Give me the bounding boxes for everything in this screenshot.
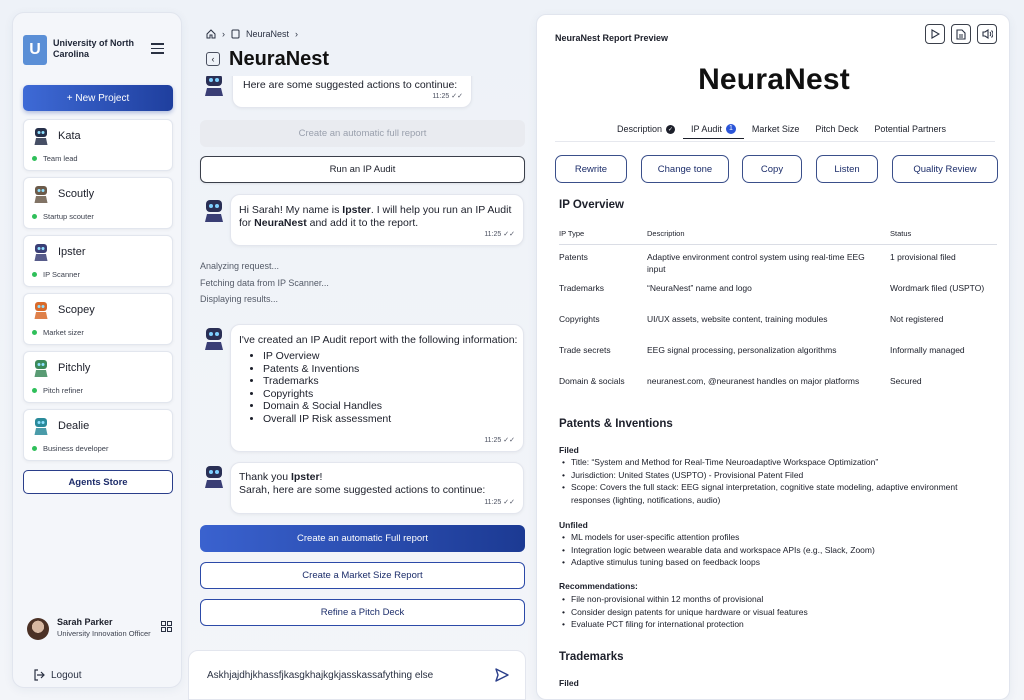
home-icon[interactable] — [206, 29, 216, 39]
message-time: 11:25 ✓✓ — [484, 437, 515, 444]
tab-label: Description — [617, 124, 663, 134]
new-project-button[interactable]: + New Project — [23, 85, 173, 111]
filed-list — [559, 456, 999, 506]
status-cell: Wordmark filed (USPTO) — [890, 283, 985, 293]
agent-role-label: Pitch refiner — [43, 386, 84, 395]
table-row — [559, 369, 997, 400]
status-log — [200, 258, 329, 308]
report-panel-title: NeuraNest Report Preview — [555, 33, 669, 43]
folder-icon — [231, 29, 240, 39]
robot-icon — [30, 299, 52, 321]
agent-role-label: Market sizer — [43, 328, 84, 337]
agent-name: Scoutly — [58, 188, 95, 200]
recommendations-label: Recommendations: — [559, 581, 638, 591]
list-item: • File non-provisional within 12 months of provisional — [559, 593, 999, 606]
list-item: • Scope: Covers the full stack: EEG signal interpretation, cognitive state modeling, adaptive environment responses (lighting, notifications, audio) — [559, 481, 999, 506]
message-text: Sarah, here are some suggested actions to continue: — [239, 484, 486, 496]
speaker-icon — [982, 29, 993, 39]
agent-name: Scopey — [58, 304, 95, 316]
agents-store-button[interactable]: Agents Store — [23, 470, 173, 494]
status-line: Analyzing request... — [200, 261, 280, 271]
user-title: University Innovation Officer — [57, 629, 151, 638]
list-item: • Copyrights — [263, 388, 391, 401]
menu-icon[interactable] — [151, 43, 164, 54]
create-full-report-button[interactable]: Create an automatic Full report — [200, 525, 525, 552]
logout-icon — [33, 669, 45, 681]
chat-message — [230, 462, 524, 514]
chat-message — [230, 194, 524, 246]
list-item: • Trademarks — [263, 375, 391, 388]
status-cell: Secured — [890, 376, 922, 386]
university-name: University of North Carolina — [53, 38, 135, 59]
tab-description[interactable] — [609, 119, 683, 139]
section-title: Trademarks — [559, 651, 624, 663]
chat-panel — [188, 0, 532, 700]
list-item: • Patents & Inventions — [263, 363, 391, 376]
list-item: • IP Overview — [263, 350, 391, 363]
message-text: I've created an IP Audit report with the following information: — [239, 334, 518, 346]
list-item: • Title: “System and Method for Real-Time Neuroadaptive Workspace Optimization” — [559, 456, 999, 469]
ip-type-cell: Trademarks — [559, 283, 605, 293]
list-item: • Evaluate PCT filing for international protection — [559, 618, 999, 631]
list-item: • ML models for user-specific attention profiles — [559, 531, 999, 544]
avatar — [27, 618, 49, 640]
online-status-icon — [32, 272, 37, 277]
message-time: 11:25 ✓✓ — [484, 499, 515, 506]
tab-label: Potential Partners — [874, 124, 946, 134]
ipster-avatar-icon — [200, 76, 228, 98]
agent-card-ipster[interactable] — [23, 235, 173, 287]
agent-role — [32, 270, 80, 279]
university-logo: U — [23, 35, 47, 65]
tab-ip-audit[interactable] — [683, 119, 744, 139]
report-tabs — [609, 119, 954, 139]
agent-role-label: Team lead — [43, 154, 78, 163]
agent-card-scopey[interactable] — [23, 293, 173, 345]
agent-role-label: IP Scanner — [43, 270, 80, 279]
agent-role — [32, 212, 94, 221]
tab-pitch-deck[interactable] — [807, 119, 866, 139]
table-header — [559, 227, 997, 245]
list-item: • Adaptive stimulus tuning based on feedback loops — [559, 556, 999, 569]
report-actions — [555, 155, 997, 183]
agent-name: Kata — [58, 130, 81, 142]
agent-role — [32, 328, 84, 337]
tab-potential-partners[interactable] — [866, 119, 954, 139]
listen-button[interactable]: Listen — [816, 155, 878, 183]
table-row — [559, 338, 997, 369]
online-status-icon — [32, 156, 37, 161]
chevron-right-icon: › — [222, 29, 225, 39]
description-cell: “NeuraNest” name and logo — [647, 283, 752, 293]
ipster-avatar-icon — [200, 462, 228, 490]
table-row — [559, 307, 997, 338]
description-cell: EEG signal processing, personalization algorithms — [647, 345, 837, 355]
status-cell: Not registered — [890, 314, 944, 324]
list-item: • Integration logic between wearable data and workspace APIs (e.g., Slack, Zoom) — [559, 544, 999, 557]
agent-card-kata[interactable] — [23, 119, 173, 171]
agent-role — [32, 154, 78, 163]
quality-review-button[interactable]: Quality Review — [892, 155, 998, 183]
logout-label: Logout — [51, 669, 82, 681]
column-header: Status — [890, 229, 912, 238]
section-title: IP Overview — [559, 199, 624, 211]
change-tone-button[interactable]: Change tone — [641, 155, 729, 183]
audio-button[interactable] — [977, 24, 997, 44]
refine-pitch-deck-button[interactable]: Refine a Pitch Deck — [200, 599, 525, 626]
robot-icon — [30, 357, 52, 379]
list-item: • Consider design patents for unique hardware or visual features — [559, 606, 999, 619]
message-input-bar[interactable] — [188, 650, 526, 700]
description-cell: Adaptive environment control system using real-time EEG input — [647, 252, 865, 274]
robot-icon — [30, 183, 52, 205]
description-cell: neuranest.com, @neuranest handles on major platforms — [647, 376, 860, 386]
logout-button[interactable] — [33, 669, 82, 681]
page-title: NeuraNest — [229, 48, 330, 70]
message-text: Hi Sarah! My name is Ipster. I will help you run an IP Audit for NeuraNest and add it to the report. — [239, 204, 512, 229]
online-status-icon — [32, 388, 37, 393]
online-status-icon — [32, 214, 37, 219]
tab-market-size[interactable] — [744, 119, 808, 139]
robot-icon — [30, 241, 52, 263]
online-status-icon — [32, 330, 37, 335]
check-icon: ✓ — [668, 126, 674, 133]
chat-message — [230, 324, 524, 452]
document-button[interactable] — [951, 24, 971, 44]
tab-label: IP Audit — [691, 123, 722, 134]
document-icon — [956, 29, 966, 40]
ip-audit-badge: 1 — [726, 124, 736, 134]
section-title: Patents & Inventions — [559, 418, 673, 430]
send-icon[interactable] — [494, 667, 510, 683]
ipster-avatar-icon — [200, 324, 228, 352]
ip-overview-table — [559, 227, 997, 400]
user-name: Sarah Parker — [57, 617, 113, 627]
rewrite-button[interactable]: Rewrite — [555, 155, 627, 183]
agent-card-scoutly[interactable] — [23, 177, 173, 229]
chat-messages[interactable] — [188, 76, 532, 646]
column-header: Description — [647, 229, 685, 238]
unfiled-list — [559, 531, 999, 569]
report-preview-panel — [536, 14, 1010, 700]
recommendations-list — [559, 593, 999, 631]
table-body — [559, 245, 997, 400]
agent-card-pitchly[interactable] — [23, 351, 173, 403]
ip-type-cell: Patents — [559, 252, 588, 262]
description-cell: UI/UX assets, website content, training modules — [647, 314, 828, 324]
filed-label: Filed — [559, 445, 579, 455]
report-brand-title: NeuraNest — [698, 63, 850, 96]
sidebar — [12, 12, 182, 688]
robot-icon — [30, 125, 52, 147]
ip-type-cell: Copyrights — [559, 314, 600, 324]
online-status-icon — [32, 446, 37, 451]
status-cell: Informally managed — [890, 345, 965, 355]
divider — [555, 141, 995, 142]
message-text: Thank you Ipster! — [239, 471, 323, 483]
message-input[interactable]: Askhjajdhjkhassfjkasgkhajkgkjasskassafything else — [207, 670, 434, 681]
tab-label: Market Size — [751, 124, 800, 134]
play-icon — [930, 29, 940, 39]
agent-card-dealie[interactable] — [23, 409, 173, 461]
unfiled-label: Unfiled — [559, 520, 588, 530]
agent-name: Dealie — [58, 420, 90, 432]
status-line: Displaying results... — [200, 294, 279, 304]
breadcrumb-project[interactable]: NeuraNest — [246, 29, 290, 39]
report-items-list — [263, 350, 391, 425]
create-full-report-button-disabled: Create an automatic full report — [200, 120, 525, 147]
market-size-report-button[interactable]: Create a Market Size Report — [200, 562, 525, 589]
list-item: • Overall IP Risk assessment — [263, 413, 391, 426]
filed-label: Filed — [559, 678, 579, 688]
chat-message — [232, 76, 472, 108]
robot-icon — [30, 415, 52, 437]
message-time: 11:25 ✓✓ — [484, 231, 515, 238]
play-button[interactable] — [925, 24, 945, 44]
status-cell: 1 provisional filed — [890, 252, 956, 262]
user-profile[interactable] — [27, 616, 177, 642]
back-button[interactable]: ‹ — [206, 52, 220, 66]
agent-role — [32, 444, 108, 453]
chevron-right-icon: › — [295, 29, 299, 39]
agent-role — [32, 386, 83, 395]
tab-label: Pitch Deck — [815, 124, 859, 134]
qr-code-icon[interactable] — [161, 621, 172, 632]
ip-type-cell: Domain & socials — [559, 376, 625, 386]
list-item: • Jurisdiction: United States (USPTO) - Provisional Patent Filed — [559, 469, 999, 482]
copy-button[interactable]: Copy — [742, 155, 802, 183]
list-item: • Domain & Social Handles — [263, 400, 391, 413]
run-ip-audit-button[interactable]: Run an IP Audit — [200, 156, 525, 183]
status-line: Fetching data from IP Scanner... — [200, 277, 329, 288]
ip-type-cell: Trade secrets — [559, 345, 611, 355]
message-time: 11:25 ✓✓ — [432, 93, 463, 100]
table-row — [559, 245, 997, 276]
agent-role-label: Business developer — [43, 444, 109, 453]
column-header: IP Type — [559, 229, 585, 238]
message-text: Here are some suggested actions to continue: — [243, 79, 458, 91]
agent-name: Ipster — [58, 246, 86, 258]
table-row — [559, 276, 997, 307]
report-toolbar — [925, 24, 997, 44]
agent-name: Pitchly — [58, 362, 91, 374]
ipster-avatar-icon — [200, 196, 228, 224]
university-header — [23, 35, 173, 65]
breadcrumb — [206, 29, 298, 39]
agent-role-label: Startup scouter — [43, 212, 94, 221]
